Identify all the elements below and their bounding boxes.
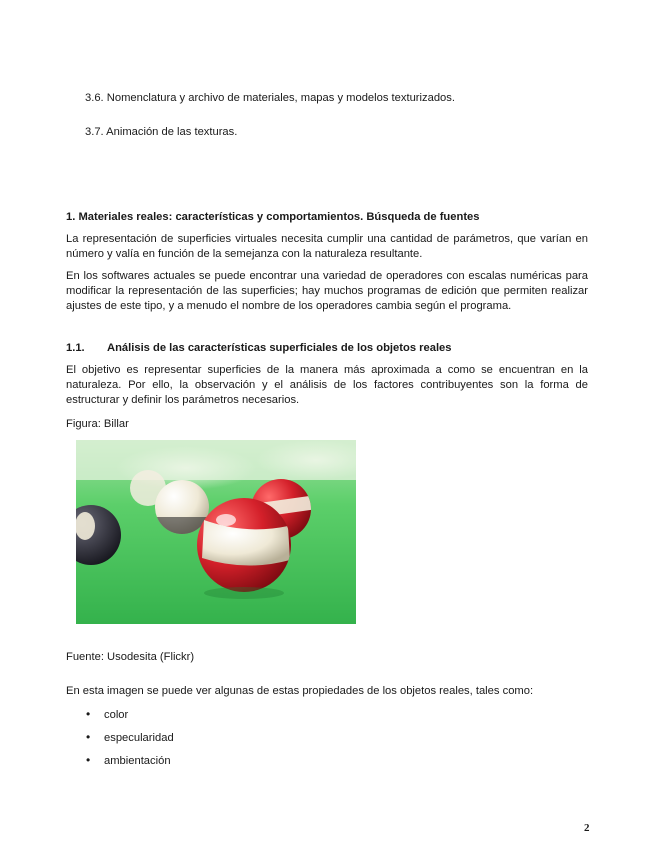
section-1-1-title: Análisis de las características superficiales de los objetos reales: [107, 342, 452, 354]
properties-intro: En esta imagen se puede ver algunas de estas propiedades de los objetos reales, tales como:: [66, 685, 534, 697]
figure-caption: Figura: Billar: [66, 418, 129, 430]
list-item-label: color: [104, 709, 129, 721]
list-item-label: ambientación: [104, 755, 171, 767]
section-1-title: 1. Materiales reales: características y comportamientos. Búsqueda de fuentes: [66, 211, 480, 223]
list-item: [86, 707, 128, 722]
section-1-1-heading: [66, 341, 452, 355]
section-1-1-number: 1.1.: [66, 342, 85, 354]
list-item-label: especularidad: [104, 732, 174, 744]
bullet-icon: •: [86, 707, 91, 721]
toc-item-3-6: 3.6. Nomenclatura y archivo de materiales, mapas y modelos texturizados.: [85, 92, 455, 104]
section-1-paragraph-1: La representación de superficies virtuales necesita cumplir una cantidad de parámetros, que varían en número y valía en función de la semejanza con la naturaleza resultante.: [66, 233, 588, 260]
section-1-paragraph-2: En los softwares actuales se puede encontrar una variedad de operadores con escalas numéricas para modificar la representación de las superficies; hay muchos programas de edición que permiten realizar ajustes de este tipo, y a menudo el nombre de los operadores cambia según el programa.: [66, 270, 588, 312]
bullet-icon: •: [86, 753, 91, 767]
figure-source: Fuente: Usodesita (Flickr): [66, 651, 195, 663]
list-item: [86, 730, 174, 745]
page-number: 2: [584, 822, 590, 834]
toc-item-3-7: 3.7. Animación de las texturas.: [85, 126, 238, 138]
billiards-image: [76, 440, 356, 624]
list-item: [86, 753, 171, 768]
section-1-1-paragraph: El objetivo es representar superficies de la manera más aproximada a como se encuentran en la naturaleza. Por ello, la observación y el análisis de los factores contribuyentes son la forma de estructurar y definir los parámetros necesarios.: [66, 364, 588, 406]
bullet-icon: •: [86, 730, 91, 744]
